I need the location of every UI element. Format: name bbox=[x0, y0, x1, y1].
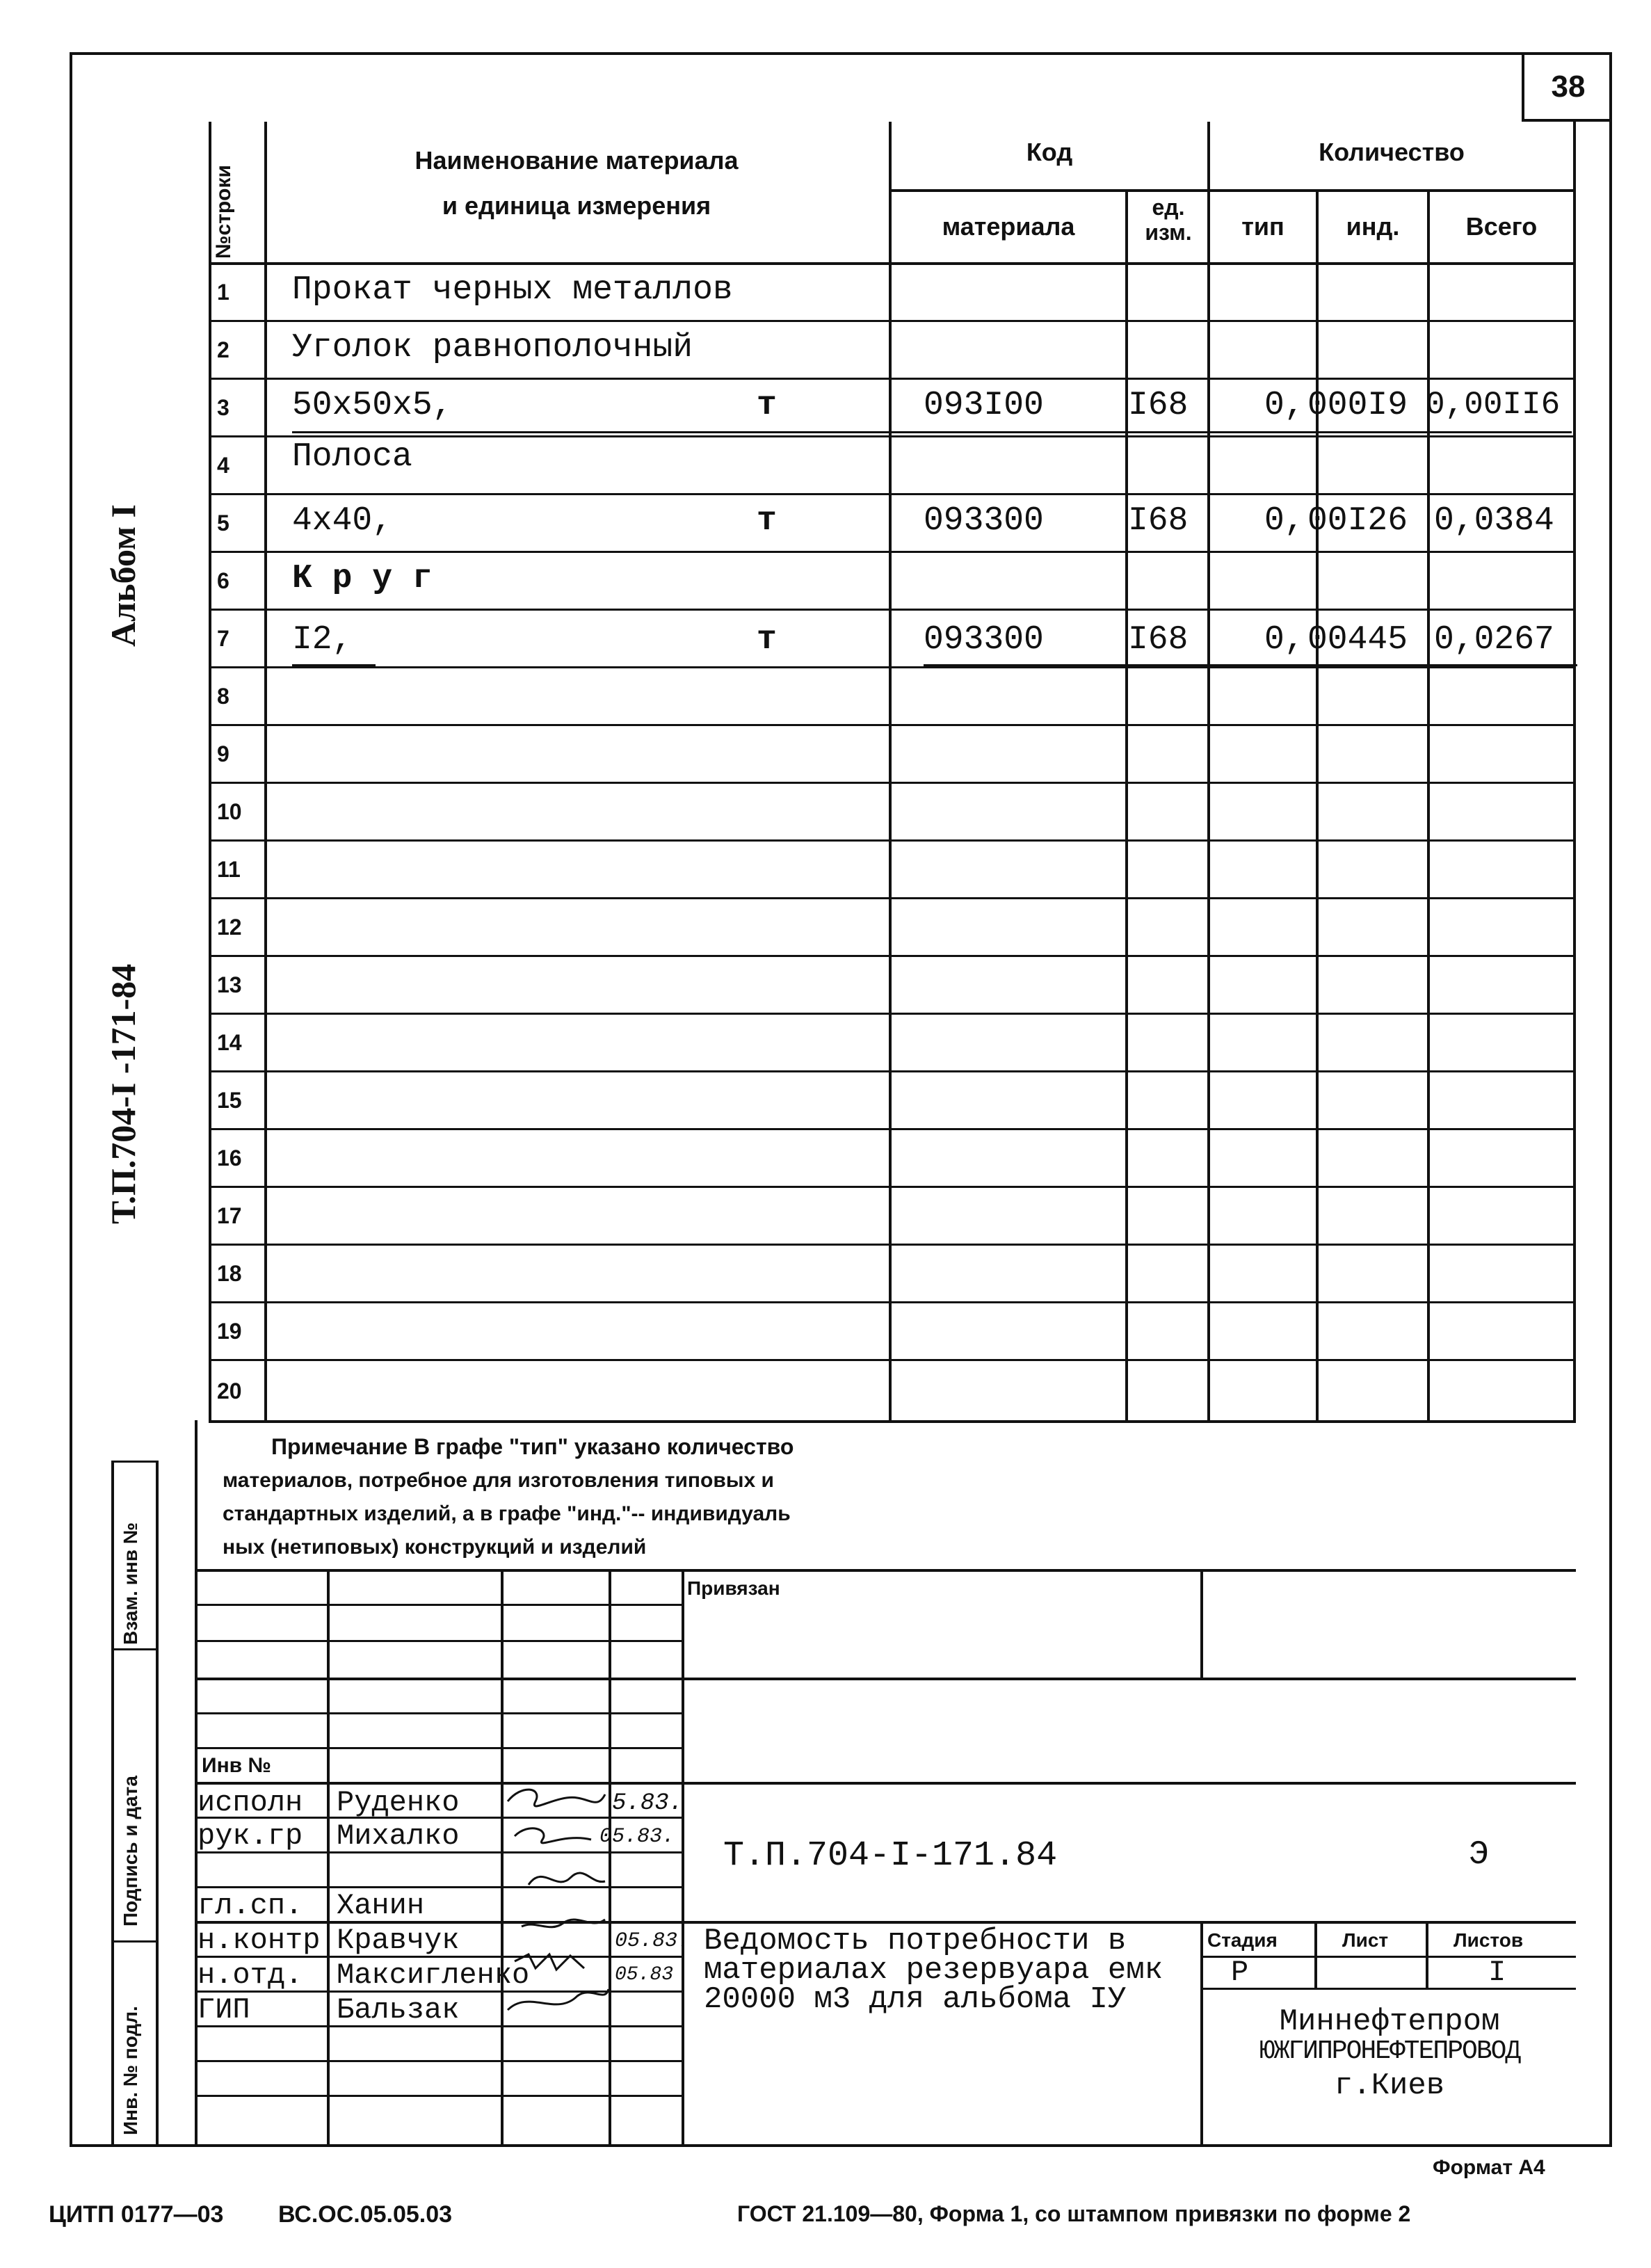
note-line-4: ных (нетиповых) конструкций и изделий bbox=[223, 1536, 647, 1559]
doc-title-line-1: Ведомость потребности в bbox=[704, 1924, 1127, 1959]
qty-ind: 000I9 bbox=[1307, 387, 1408, 424]
person-name: Руденко bbox=[337, 1786, 460, 1819]
role-label: рук.гр bbox=[198, 1819, 303, 1853]
sign-date: 05.83 bbox=[615, 1964, 674, 1986]
page-number: 38 bbox=[1551, 70, 1586, 104]
qty-total: 0,0267 bbox=[1434, 621, 1554, 659]
material-name: 4х40, bbox=[292, 502, 393, 540]
album-label: Альбом I bbox=[104, 504, 143, 647]
person-name: Кравчук bbox=[337, 1924, 460, 1957]
unit-code: I68 bbox=[1128, 621, 1189, 659]
sign-date: 05.83. bbox=[599, 1825, 675, 1849]
row-number: 8 bbox=[217, 684, 229, 709]
qty-total: 0,0384 bbox=[1434, 502, 1554, 540]
row-number: 10 bbox=[217, 799, 242, 824]
footer-left-code-2: ВС.ОС.05.05.03 bbox=[278, 2201, 453, 2228]
row-number: 14 bbox=[217, 1030, 242, 1055]
doc-title-line-3: 20000 м3 для альбома IУ bbox=[704, 1982, 1127, 2017]
row-number: 15 bbox=[217, 1088, 242, 1113]
row-number: 19 bbox=[217, 1319, 242, 1344]
role-label: исполн bbox=[198, 1786, 303, 1819]
qty-ind: 00I26 bbox=[1307, 502, 1408, 540]
material-unit: т bbox=[757, 502, 777, 540]
stage-label: Стадия bbox=[1207, 1929, 1278, 1951]
sheets-value: I bbox=[1488, 1956, 1506, 1989]
material-name: 50х50х5, bbox=[292, 387, 453, 424]
header-row-number: №строки bbox=[212, 165, 235, 259]
material-code: 093300 bbox=[924, 621, 1044, 659]
document-code: Т.П.704-I-171.84 bbox=[723, 1836, 1058, 1876]
qty-ind: 00445 bbox=[1307, 621, 1408, 659]
material-code: 093I00 bbox=[924, 387, 1044, 424]
material-name: Полоса bbox=[292, 438, 412, 476]
material-name: К р у г bbox=[292, 560, 433, 597]
row-number: 5 bbox=[217, 510, 229, 536]
header-qty-type: тип bbox=[1241, 212, 1284, 241]
row-number: 3 bbox=[217, 395, 229, 420]
material-unit: т bbox=[757, 387, 777, 424]
sign-date: 05.83. bbox=[615, 1929, 691, 1953]
row-number: 18 bbox=[217, 1261, 242, 1286]
material-name: Прокат черных металлов bbox=[292, 271, 733, 309]
sheet-label: Лист bbox=[1342, 1929, 1389, 1951]
footer-gost: ГОСТ 21.109—80, Форма 1, со штампом привязки по форме 2 bbox=[737, 2201, 1411, 2226]
footer-left-code-1: ЦИТП 0177—03 bbox=[49, 2201, 224, 2228]
qty-total: 0,00II6 bbox=[1426, 387, 1561, 423]
header-name-line2: и единица измерения bbox=[442, 191, 711, 220]
header-qty-total: Всего bbox=[1465, 212, 1538, 241]
row-number: 6 bbox=[217, 568, 229, 593]
qty-type: 0, bbox=[1264, 387, 1305, 424]
document-letter: Э bbox=[1469, 1836, 1489, 1874]
sheets-label: Листов bbox=[1453, 1929, 1524, 1951]
inv-original-label: Инв. № подл. bbox=[120, 2006, 141, 2135]
header-code: Код bbox=[1026, 138, 1073, 166]
material-name: I2, bbox=[292, 621, 353, 659]
sign-date: 5.83. bbox=[612, 1790, 684, 1817]
row-number: 1 bbox=[217, 280, 229, 305]
qty-type: 0, bbox=[1264, 621, 1305, 659]
header-qty-ind: инд. bbox=[1346, 212, 1400, 241]
side-document-code: Т.П.704-I -171-84 bbox=[104, 963, 143, 1224]
org-line-3: г.Киев bbox=[1334, 2068, 1445, 2103]
row-number: 2 bbox=[217, 337, 229, 362]
person-name: Ханин bbox=[337, 1889, 425, 1922]
header-quantity: Количество bbox=[1319, 138, 1465, 166]
row-number: 4 bbox=[217, 453, 229, 478]
role-label: н.отд. bbox=[198, 1959, 303, 1992]
person-name: Бальзак bbox=[337, 1993, 460, 2027]
person-name: Максигленко bbox=[337, 1959, 530, 1992]
role-label: ГИП bbox=[198, 1993, 250, 2027]
person-name: Михалко bbox=[337, 1819, 460, 1853]
privyazan-label: Привязан bbox=[687, 1577, 780, 1599]
row-number: 12 bbox=[217, 915, 242, 940]
material-name: Уголок равнополочный bbox=[292, 329, 693, 367]
format-label: Формат А4 bbox=[1433, 2156, 1545, 2179]
role-label: гл.сп. bbox=[198, 1889, 303, 1922]
row-number: 9 bbox=[217, 741, 229, 766]
row-number: 20 bbox=[217, 1378, 242, 1404]
org-line-1: Миннефтепром bbox=[1279, 2004, 1500, 2039]
inv-number-label: Инв № bbox=[202, 1754, 271, 1777]
sign-date-label: Подпись и дата bbox=[120, 1776, 141, 1927]
row-number: 16 bbox=[217, 1145, 242, 1171]
row-number: 7 bbox=[217, 626, 229, 651]
header-code-material: материала bbox=[942, 212, 1075, 241]
inv-substitute-label: Взам. инв № bbox=[120, 1522, 141, 1645]
role-label: н.контр bbox=[198, 1924, 321, 1957]
material-code: 093300 bbox=[924, 502, 1044, 540]
note-line-2: материалов, потребное для изготовления типовых и bbox=[223, 1469, 774, 1492]
row-number: 11 bbox=[217, 857, 241, 882]
unit-code: I68 bbox=[1128, 502, 1189, 540]
org-line-2: ЮЖГИПРОНЕФТЕПРОВОД bbox=[1259, 2036, 1520, 2066]
row-number: 13 bbox=[217, 972, 242, 997]
signature-scribbles bbox=[501, 1780, 612, 2031]
note-line-3: стандартных изделий, а в графе "инд."-- индивидуаль bbox=[223, 1502, 791, 1525]
stage-value: Р bbox=[1231, 1956, 1249, 1989]
doc-title-line-2: материалах резервуара емк bbox=[704, 1953, 1163, 1988]
header-name-line1: Наименование материала bbox=[414, 146, 739, 175]
note-line-1: Примечание В графе "тип" указано количество bbox=[271, 1434, 794, 1459]
row-number: 17 bbox=[217, 1203, 242, 1228]
qty-type: 0, bbox=[1264, 502, 1305, 540]
unit-code: I68 bbox=[1128, 387, 1189, 424]
material-unit: т bbox=[757, 621, 777, 659]
header-code-unit: ед. изм. bbox=[1145, 195, 1192, 245]
